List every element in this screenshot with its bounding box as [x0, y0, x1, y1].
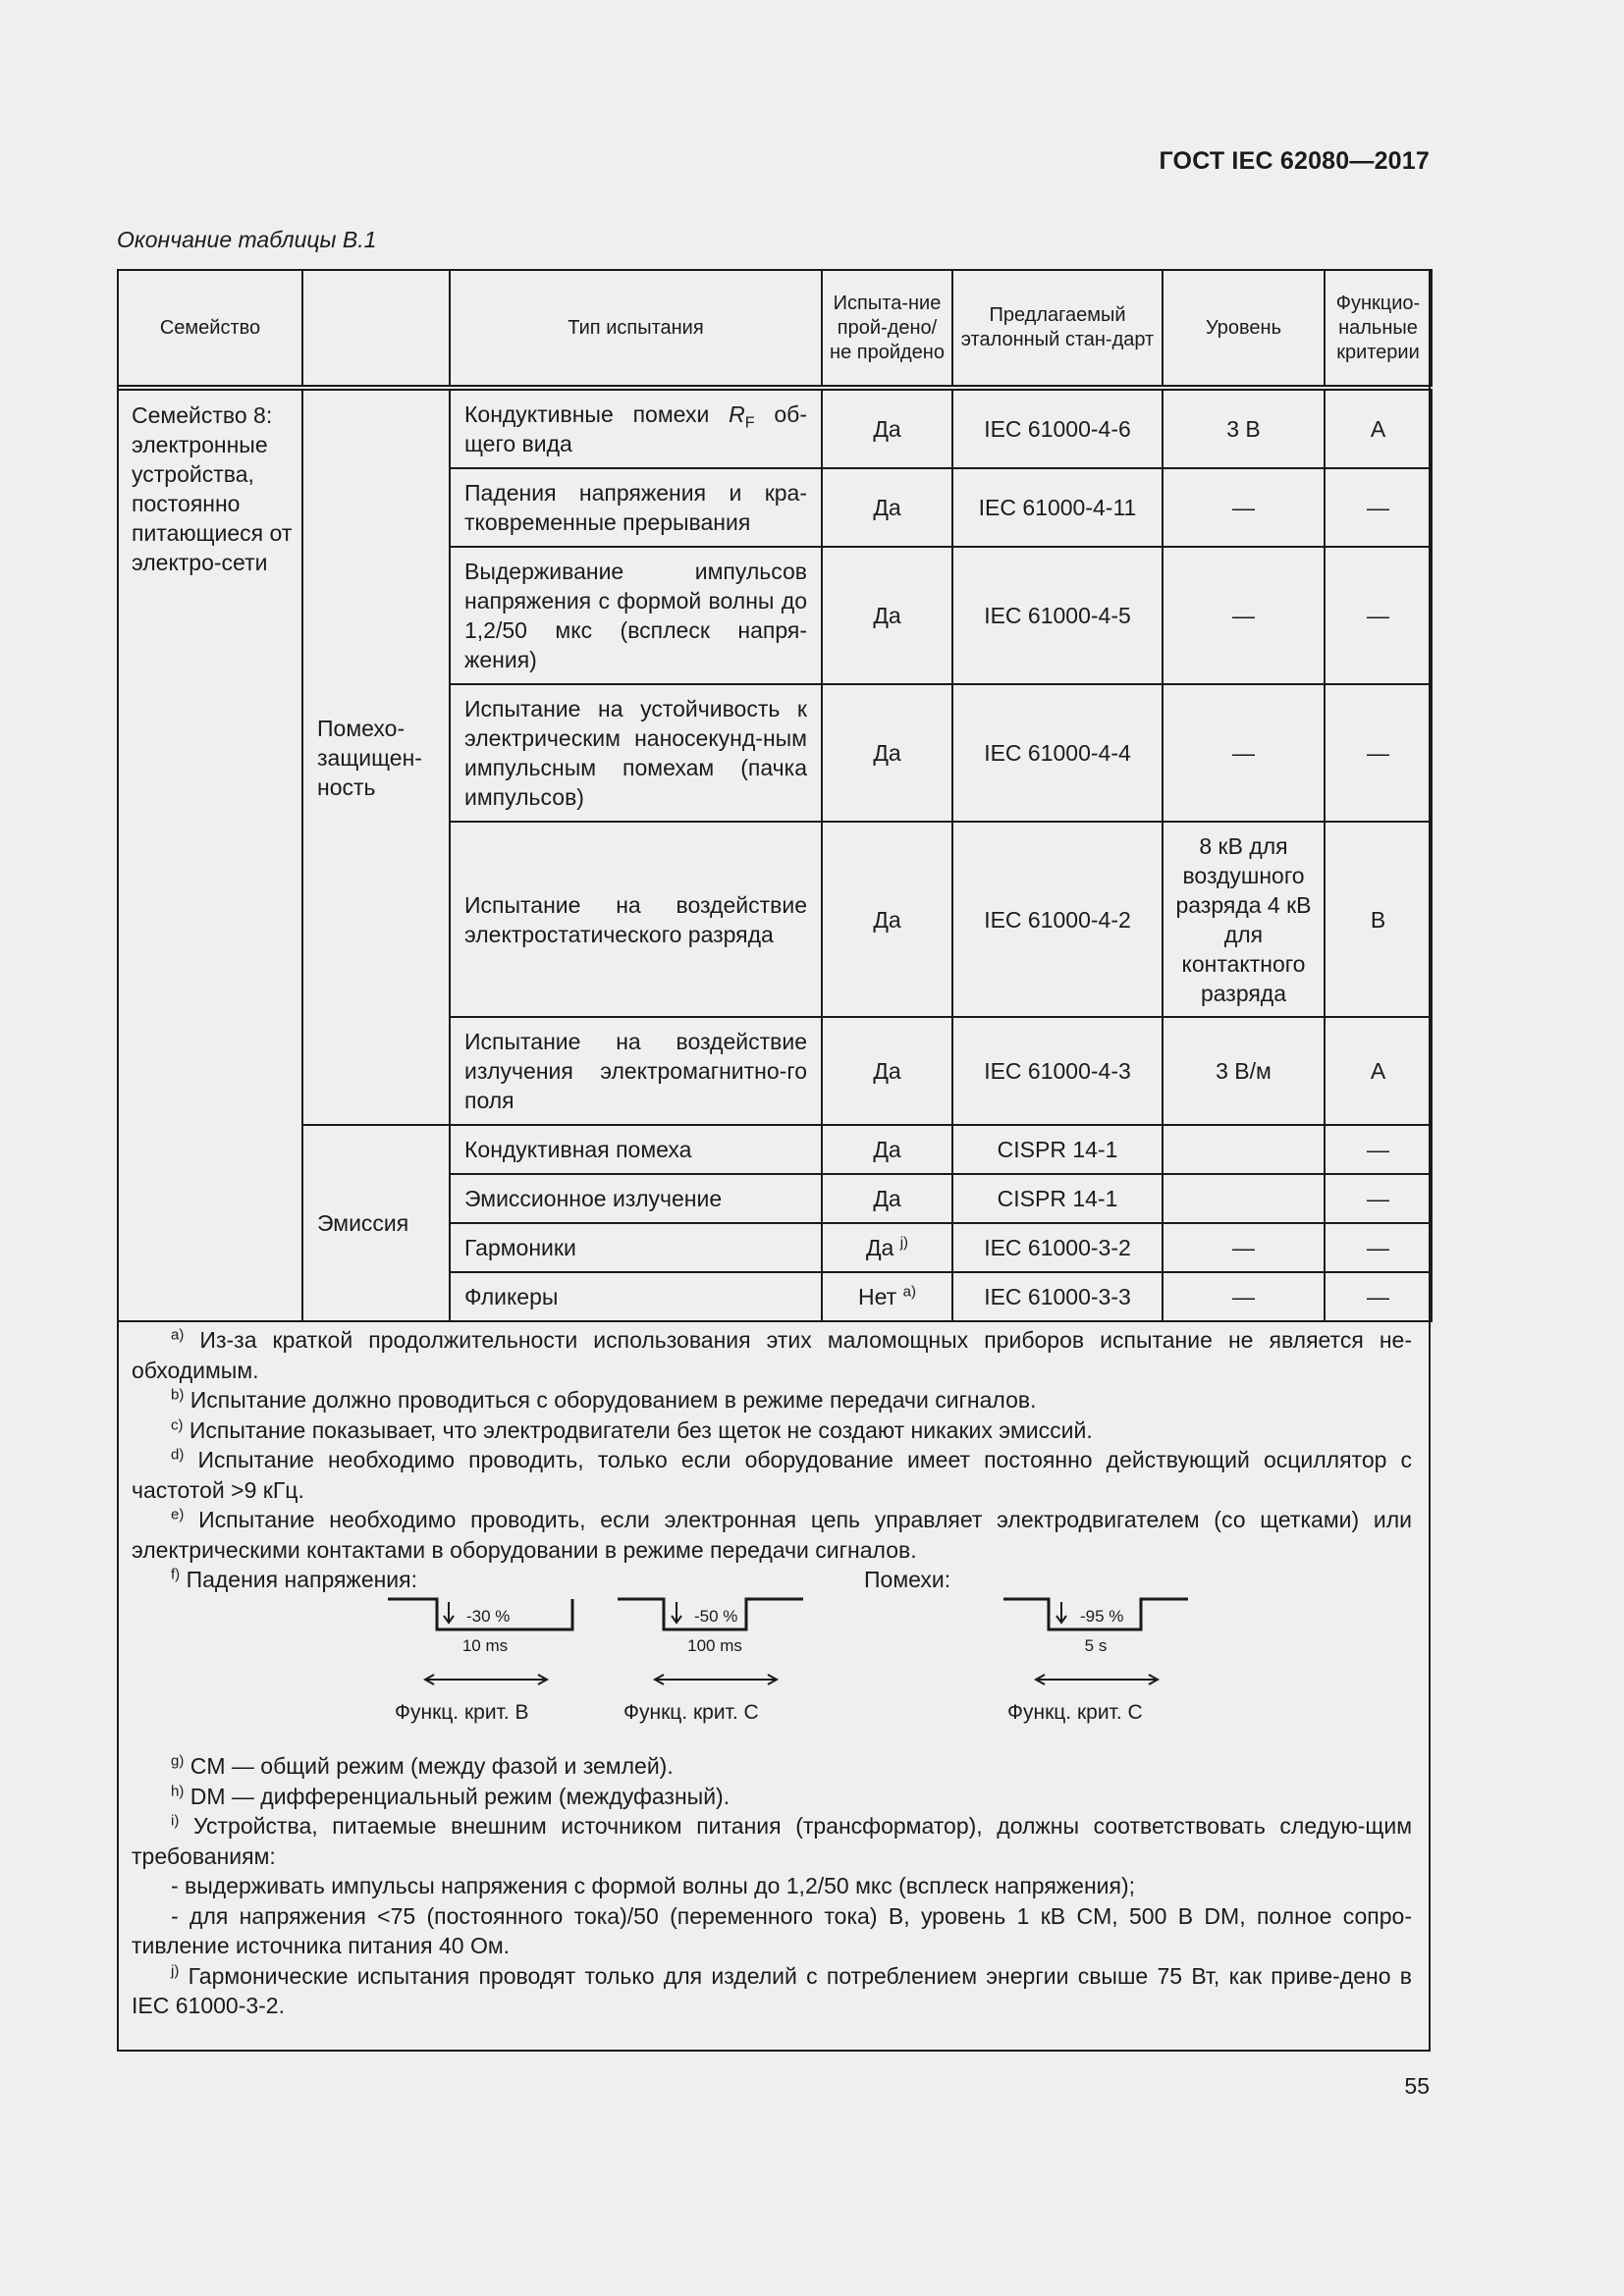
header-passed: Испыта-ние прой-дено/не пройдено	[822, 270, 952, 388]
passed-cell: Да	[822, 547, 952, 684]
passed-cell: Да	[822, 684, 952, 822]
level-cell: —	[1163, 1272, 1325, 1321]
criteria-cell: —	[1325, 1174, 1432, 1223]
criteria-cell: —	[1325, 684, 1432, 822]
standard-cell: IEC 61000-3-2	[952, 1223, 1163, 1272]
criteria-cell: B	[1325, 822, 1432, 1017]
test-type-cell: Эмиссионное излучение	[450, 1174, 822, 1223]
table-caption: Окончание таблицы B.1	[117, 227, 377, 252]
double-arrow-icon	[652, 1673, 780, 1686]
standard-cell: IEC 61000-3-3	[952, 1272, 1163, 1321]
header-family: Семейство	[118, 270, 302, 388]
level-cell: 3 В	[1163, 388, 1325, 468]
passed-cell: Да	[822, 1125, 952, 1174]
criteria-cell: —	[1325, 468, 1432, 547]
note-i-item-1: - выдерживать импульсы напряжения с формой волны до 1,2/50 мкс (всплеск напряжения);	[171, 1873, 1136, 1898]
wave-2-duration: 100 ms	[687, 1636, 742, 1655]
note-e: $^{e)}$ Испытание необходимо проводить, если электронная цепь управляет электродвигателем (со щетками) или электрическими контактами в оборудовании в режиме передачи сигналов.	[132, 1506, 1413, 1563]
wave-1-drop: -30 %	[466, 1607, 511, 1626]
note-b: $^{b)}$ Испытание должно проводиться с оборудованием в режиме передачи сигналов.	[171, 1386, 1037, 1413]
standard-cell: CISPR 14-1	[952, 1174, 1163, 1223]
standard-cell: IEC 61000-4-11	[952, 468, 1163, 547]
note-i-item-2: - для напряжения <75 (постоянного тока)/50 (переменного тока) В, уровень 1 кВ CM, 500 В DM, полное сопро-тивление источника питания 40 Ом.	[132, 1902, 1412, 1958]
standard-cell: IEC 61000-4-6	[952, 388, 1163, 468]
passed-cell: Да	[822, 468, 952, 547]
table-header-row	[118, 270, 1432, 388]
level-cell: 3 В/м	[1163, 1017, 1325, 1125]
test-table	[117, 269, 1433, 1322]
test-type-cell: Фликеры	[450, 1272, 822, 1321]
passed-cell: Да	[822, 1017, 952, 1125]
wave-1-criterion: Функц. крит. B	[395, 1701, 529, 1724]
test-type-cell: Испытание на воздействие излучения электромагнитно-го поля	[450, 1017, 822, 1125]
note-h: $^{h)}$ DM — дифференциальный режим (междуфазный).	[171, 1782, 731, 1809]
header-test-type: Тип испытания	[450, 270, 822, 388]
criteria-cell: A	[1325, 1017, 1432, 1125]
note-a: $^{a)}$ Из-за краткой продолжительности использования этих маломощных приборов испытание не является не-обходимым.	[132, 1326, 1412, 1383]
note-f-right: Помехи:	[864, 1567, 951, 1592]
level-cell: —	[1163, 1223, 1325, 1272]
passed-cell: Да	[822, 1174, 952, 1223]
note-g: $^{g)}$ CM — общий режим (между фазой и землей).	[171, 1752, 674, 1779]
wave-3-duration: 5 s	[1084, 1636, 1108, 1655]
group-emission-cell: Эмиссия	[302, 1125, 450, 1321]
passed-cell: Да $^{j)}$	[822, 1223, 952, 1272]
level-cell: —	[1163, 468, 1325, 547]
wave-2-criterion: Функц. крит. C	[623, 1701, 759, 1724]
note-f: $^{f)}$ Падения напряжения: Помехи: -30 % 10 ms Функц. крит. B -50 % 100 ms Функц. крит. C -95 % 5 s Функц. крит. C	[132, 1565, 1412, 1751]
wave-1-duration: 10 ms	[461, 1636, 509, 1655]
criteria-cell: —	[1325, 1272, 1432, 1321]
wave-3-criterion: Функц. крит. C	[1007, 1701, 1143, 1724]
standard-cell: IEC 61000-4-3	[952, 1017, 1163, 1125]
note-d: $^{d)}$ Испытание необходимо проводить, только если оборудование имеет постоянно действующий осциллятор с частотой >9 кГц.	[132, 1446, 1413, 1503]
document-id: ГОСТ IEC 62080—2017	[1159, 147, 1430, 175]
double-arrow-icon	[1033, 1673, 1161, 1686]
family-cell: Семейство 8: электронные устройства, постоянно питающиеся от электро-сети	[118, 388, 302, 1321]
criteria-cell: —	[1325, 547, 1432, 684]
criteria-cell: —	[1325, 1223, 1432, 1272]
test-type-cell: Кондуктивные помехи $R_F$ об-щего вида	[450, 388, 822, 468]
level-cell: —	[1163, 684, 1325, 822]
standard-cell: IEC 61000-4-5	[952, 547, 1163, 684]
passed-cell: Да	[822, 822, 952, 1017]
standard-cell: CISPR 14-1	[952, 1125, 1163, 1174]
test-type-cell: Выдерживание импульсов напряжения с формой волны до 1,2/50 мкс (всплеск напря-жения)	[450, 547, 822, 684]
level-cell	[1163, 1125, 1325, 1174]
note-c: $^{c)}$ Испытание показывает, что электродвигатели без щеток не создают никаких эмиссий.	[171, 1415, 1093, 1443]
header-criteria: Функцио-нальные критерии	[1325, 270, 1432, 388]
header-standard: Предлагаемый эталонный стан-дарт	[952, 270, 1163, 388]
table-notes	[119, 1325, 1429, 2021]
double-arrow-icon	[422, 1673, 550, 1686]
header-group	[302, 270, 450, 388]
header-level: Уровень	[1163, 270, 1325, 388]
table-row	[118, 1125, 1432, 1174]
criteria-cell: A	[1325, 388, 1432, 468]
passed-cell: Да	[822, 388, 952, 468]
criteria-cell: —	[1325, 1125, 1432, 1174]
test-type-cell: Испытание на воздействие электростатического разряда	[450, 822, 822, 1017]
wave-3-drop: -95 %	[1080, 1607, 1124, 1626]
note-j: $^{j)}$ Гармонические испытания проводят только для изделий с потреблением энергии свыше 75 Вт, как приве-дено в IEC 61000-3-2.	[132, 1961, 1413, 2018]
note-i: $^{i)}$ Устройства, питаемые внешним источником питания (трансформатор), должны соответствовать следую-щим требованиям:	[132, 1812, 1413, 1869]
standard-cell: IEC 61000-4-4	[952, 684, 1163, 822]
page-number: 55	[1404, 2073, 1430, 2099]
standard-cell: IEC 61000-4-2	[952, 822, 1163, 1017]
test-type-cell: Гармоники	[450, 1223, 822, 1272]
level-cell	[1163, 1174, 1325, 1223]
level-cell: 8 кВ для воздушного разряда 4 кВ для контактного разряда	[1163, 822, 1325, 1017]
passed-cell: Нет $^{a)}$	[822, 1272, 952, 1321]
wave-2-drop: -50 %	[694, 1607, 738, 1626]
test-type-cell: Кондуктивная помеха	[450, 1125, 822, 1174]
group-immunity-cell: Помехо-защищен-ность	[302, 388, 450, 1125]
table-row	[118, 388, 1432, 468]
test-type-cell: Испытание на устойчивость к электрическим наносекунд-ным импульсным помехам (пачка импульсов)	[450, 684, 822, 822]
test-type-cell: Падения напряжения и кра-тковременные прерывания	[450, 468, 822, 547]
level-cell: —	[1163, 547, 1325, 684]
